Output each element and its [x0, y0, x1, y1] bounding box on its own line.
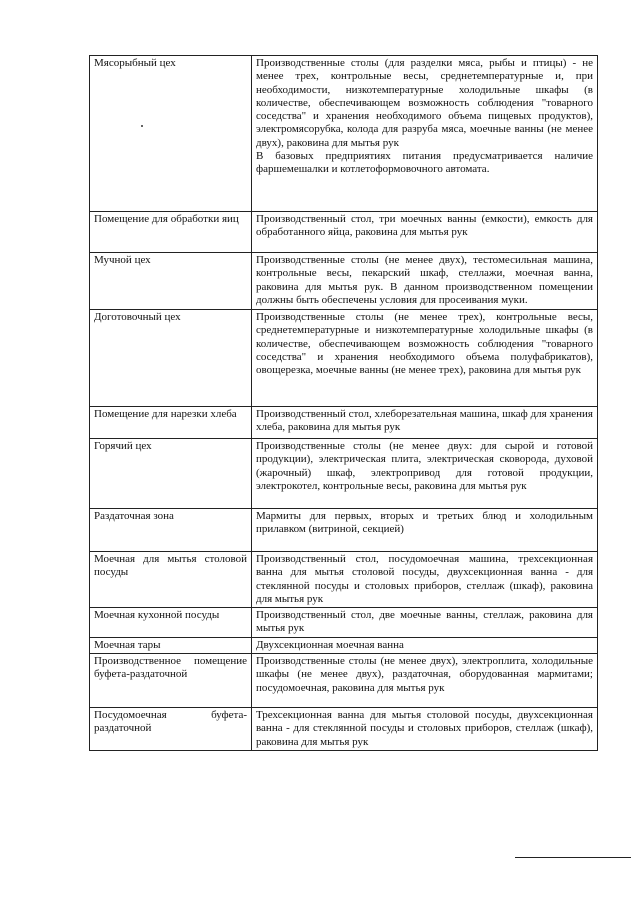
room-name-cell: Мясорыбный цех — [90, 56, 252, 212]
equipment-cell: Производственные столы (не менее трех), контрольные весы, среднетемпературные и низкотемпературные холодильные шкафы (в количестве, обеспечивающем возможность соблюдения "товарного соседства" и хранения необходимого объема полуфабрикатов), овощерезка, моечные ванны (не менее трех), раковина для мытья рук — [252, 310, 598, 407]
equipment-cell: Мармиты для первых, вторых и третьих блюд и холодильным прилавком (витриной, секцией) — [252, 509, 598, 552]
equipment-cell: Производственный стол, посудомоечная машина, трехсекционная ванна для мытья столовой посуды, двухсекционная ванна - для стеклянной посуды и столовых приборов, стеллаж (шкаф), раковина для мытья рук — [252, 552, 598, 608]
table-row — [90, 407, 598, 439]
equipment-cell — [252, 56, 598, 212]
equipment-cell: Двухсекционная моечная ванна — [252, 637, 598, 653]
room-name-cell: Моечная тары — [90, 637, 252, 653]
equipment-text: Производственные столы (для разделки мяса, рыбы и птицы) - не менее трех, контрольные весы, среднетемпературные и, при необходимости, низкотемпературные холодильные шкафы (в количестве, обеспечивающем возможность соблюдения "товарного соседства" и хранения необходимого объема пищевых продуктов), электромясорубка, колода для разруба мяса, моечные ванны (не менее двух), раковина для мытья рук — [256, 57, 593, 149]
table-row — [90, 552, 598, 608]
table-row — [90, 708, 598, 751]
table-row — [90, 637, 598, 653]
table-row — [90, 310, 598, 407]
room-name-cell: Горячий цех — [90, 439, 252, 509]
scan-speck — [141, 125, 143, 127]
equipment-cell: Производственные столы (не менее двух), электроплита, холодильные шкафы (не менее двух), раздаточная, оборудованная мармитами; посудомоечная, раковина для мытья рук — [252, 654, 598, 708]
equipment-cell: Производственный стол, хлеборезательная машина, шкаф для хранения хлеба, раковина для мытья рук — [252, 407, 598, 439]
room-name-cell: Моечная для мытья столовой посуды — [90, 552, 252, 608]
table-row — [90, 253, 598, 310]
table-row — [90, 654, 598, 708]
equipment-requirements-table — [89, 55, 598, 751]
table-row — [90, 509, 598, 552]
table-row — [90, 439, 598, 509]
room-name-cell: Мучной цех — [90, 253, 252, 310]
room-name-cell: Помещение для нарезки хлеба — [90, 407, 252, 439]
equipment-note: В базовых предприятиях питания предусматривается наличие фаршемешалки и котлетоформовочного автомата. — [256, 150, 593, 176]
table-row — [90, 56, 598, 212]
table-row — [90, 608, 598, 638]
room-name-cell: Помещение для обработки яиц — [90, 212, 252, 253]
equipment-cell: Производственные столы (не менее двух), тестомесильная машина, контрольные весы, пекарский шкаф, стеллажи, моечная ванна, раковина для мытья рук. В данном производственном помещении должны быть обеспечены условия для просеивания муки. — [252, 253, 598, 310]
room-name-cell: Моечная кухонной посуды — [90, 608, 252, 638]
equipment-cell: Трехсекционная ванна для мытья столовой посуды, двухсекционная ванна - для стеклянной посуды и столовых приборов, стеллаж (шкаф), раковина для мытья рук — [252, 708, 598, 751]
room-name-cell: Посудомоечная буфета-раздаточной — [90, 708, 252, 751]
room-name-cell: Раздаточная зона — [90, 509, 252, 552]
room-name-cell: Доготовочный цех — [90, 310, 252, 407]
equipment-cell: Производственные столы (не менее двух: для сырой и готовой продукции), электрическая плита, электрическая сковорода, духовой (жарочный) шкаф, электропривод для готовой продукции, электрокотел, контрольные весы, раковина для мытья рук — [252, 439, 598, 509]
equipment-cell: Производственный стол, две моечные ванны, стеллаж, раковина для мытья рук — [252, 608, 598, 638]
room-name-cell: Производственное помещение буфета-раздаточной — [90, 654, 252, 708]
table-row — [90, 212, 598, 253]
footer-rule — [515, 857, 631, 858]
equipment-cell: Производственный стол, три моечных ванны (емкости), емкость для обработанного яйца, раковина для мытья рук — [252, 212, 598, 253]
